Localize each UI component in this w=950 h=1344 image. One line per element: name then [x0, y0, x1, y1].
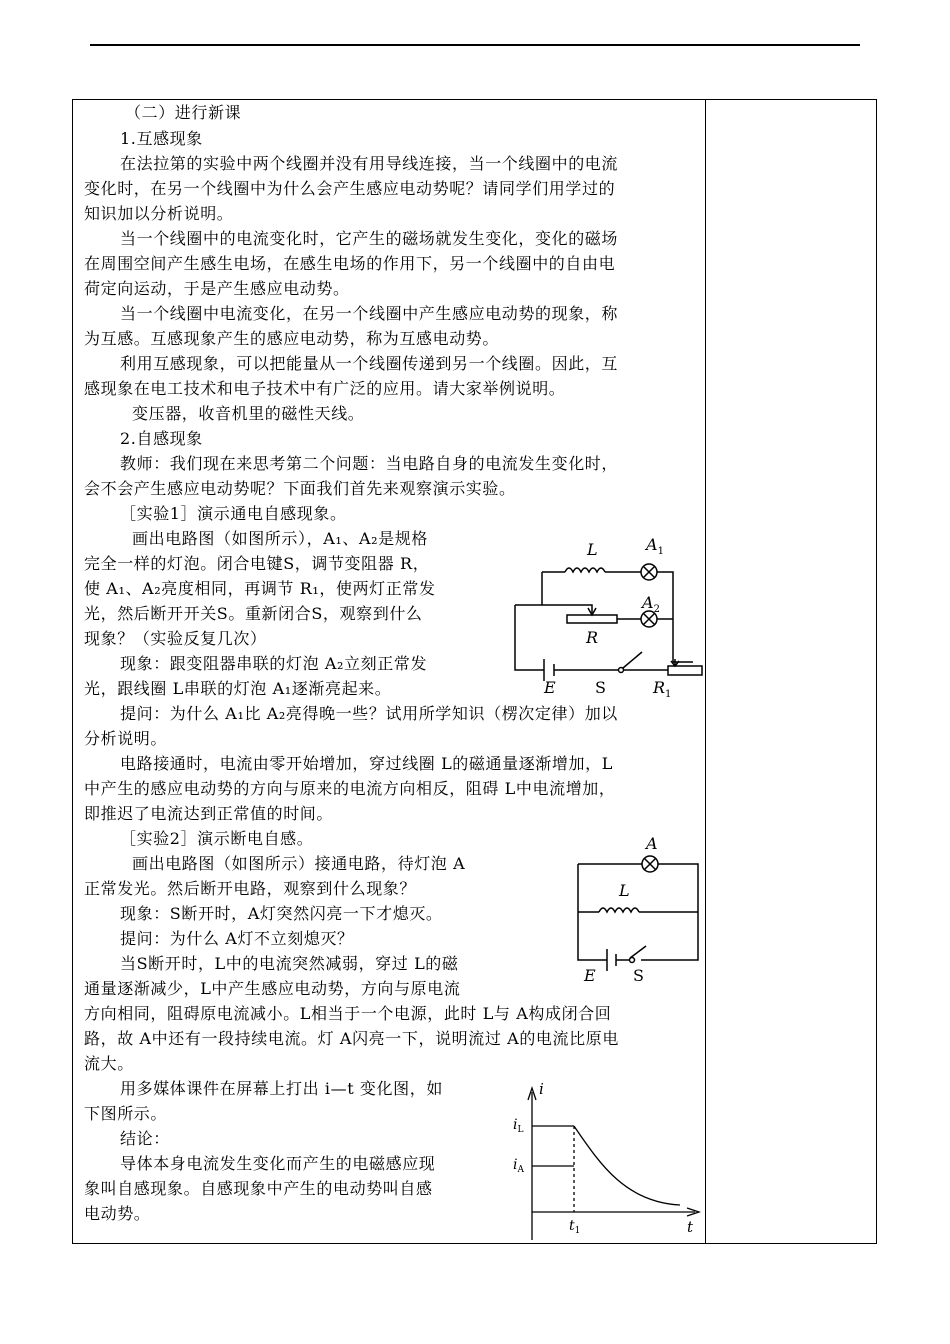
text-line: 使 A₁、A₂亮度相同，再调节 R₁，使两灯正常发	[84, 579, 436, 598]
text-line: 现象：跟变阻器串联的灯泡 A₂立刻正常发	[120, 654, 428, 673]
text-line: 变压器，收音机里的磁性天线。	[132, 404, 365, 423]
text-line: （二）进行新课	[125, 103, 242, 122]
text-line: 当一个线圈中的电流变化时，它产生的磁场就发生变化，变化的磁场	[120, 229, 619, 248]
text-line: 在周围空间产生感生电场，在感生电场的作用下，另一个线圈中的自由电	[84, 254, 616, 273]
text-line: 下图所示。	[84, 1104, 168, 1123]
table-column-divider	[705, 99, 706, 1244]
text-line: 画出电路图（如图所示），A₁、A₂是规格	[132, 529, 428, 548]
text-line: 结论：	[120, 1129, 170, 1148]
text-line: 光，跟线圈 L串联的灯泡 A₁逐渐亮起来。	[84, 679, 392, 698]
header-rule	[90, 44, 860, 46]
text-line: 分析说明。	[84, 729, 168, 748]
text-line: 感现象在电工技术和电子技术中有广泛的应用。请大家举例说明。	[84, 379, 566, 398]
text-line: 通量逐渐减少，L中产生感应电动势，方向与原电流	[84, 979, 461, 998]
text-line: 光，然后断开开关S。重新闭合S，观察到什么	[84, 604, 423, 623]
text-line: 荷定向运动，于是产生感应电动势。	[84, 279, 350, 298]
circuit-diagram-1	[510, 535, 700, 700]
text-line: 当一个线圈中电流变化，在另一个线圈中产生感应电动势的现象，称	[120, 304, 619, 323]
label-S: S	[595, 678, 606, 697]
text-line: 利用互感现象，可以把能量从一个线圈传递到另一个线圈。因此，互	[120, 354, 619, 373]
text-line: 1.互感现象	[120, 129, 203, 148]
text-line: 会不会产生感应电动势呢？下面我们首先来观察演示实验。	[84, 479, 516, 498]
t1-label: $t_1$	[569, 1218, 581, 1236]
text-line: 画出电路图（如图所示）接通电路，待灯泡 A	[132, 854, 466, 873]
text-line: 现象：S断开时，A灯突然闪亮一下才熄灭。	[120, 904, 443, 923]
text-line: ［实验2］演示断电自感。	[120, 829, 314, 848]
text-line: 为互感。互感现象产生的感应电动势，称为互感电动势。	[84, 329, 500, 348]
text-line: 知识加以分析说明。	[84, 204, 234, 223]
text-line: 变化时，在另一个线圈中为什么会产生感应电动势呢？请同学们用学过的	[84, 179, 616, 198]
label-A2: $A_2$	[642, 593, 660, 615]
iL-label: $i_L$	[513, 1117, 524, 1135]
text-line: 教师：我们现在来思考第二个问题：当电路自身的电流发生变化时，	[120, 454, 619, 473]
i-t-graph	[505, 1074, 705, 1244]
label-E: E	[584, 966, 596, 985]
label-R1: $R_1$	[653, 678, 672, 700]
text-line: 路，故 A中还有一段持续电流。灯 A闪亮一下，说明流过 A的电流比原电	[84, 1029, 619, 1048]
text-line: ［实验1］演示通电自感现象。	[120, 504, 347, 523]
text-line: 中产生的感应电动势的方向与原来的电流方向相反，阻碍 L中电流增加，	[84, 779, 616, 798]
text-line: 完全一样的灯泡。闭合电键S，调节变阻器 R，	[84, 554, 430, 573]
text-line: 现象？（实验反复几次）	[84, 629, 267, 648]
label-R: R	[586, 628, 599, 647]
label-S: S	[633, 966, 644, 985]
text-line: 电路接通时，电流由零开始增加，穿过线圈 L的磁通量逐渐增加，L	[120, 754, 613, 773]
text-line: 流大。	[84, 1054, 134, 1073]
text-line: 方向相同，阻碍原电流减小。L相当于一个电源，此时 L与 A构成闭合回	[84, 1004, 612, 1023]
label-A1: $A_1$	[646, 535, 664, 557]
text-line: 导体本身电流发生变化而产生的电磁感应现	[120, 1154, 436, 1173]
text-line: 在法拉第的实验中两个线圈并没有用导线连接，当一个线圈中的电流	[120, 154, 619, 173]
circuit-diagram-2	[550, 835, 700, 985]
label-E: E	[544, 678, 556, 697]
iA-label: $i_A$	[513, 1157, 524, 1175]
text-line: 提问：为什么 A灯不立刻熄灭？	[120, 929, 354, 948]
y-axis-label: i	[539, 1080, 544, 1098]
text-line: 正常发光。然后断开电路，观察到什么现象？	[84, 879, 417, 898]
text-line: 象叫自感现象。自感现象中产生的电动势叫自感	[84, 1179, 433, 1198]
text-line: 即推迟了电流达到正常值的时间。	[84, 804, 334, 823]
text-line: 用多媒体课件在屏幕上打出 i—t 变化图，如	[120, 1079, 443, 1098]
text-line: 提问：为什么 A₁比 A₂亮得晚一些？试用所学知识（楞次定律）加以	[120, 704, 618, 723]
text-line: 当S断开时，L中的电流突然减弱，穿过 L的磁	[120, 954, 459, 973]
label-L: L	[619, 881, 630, 900]
text-line: 电动势。	[84, 1204, 151, 1223]
label-A: A	[646, 834, 658, 853]
text-line: 2.自感现象	[120, 429, 203, 448]
x-axis-label: t	[687, 1218, 694, 1236]
label-L: L	[587, 540, 598, 559]
